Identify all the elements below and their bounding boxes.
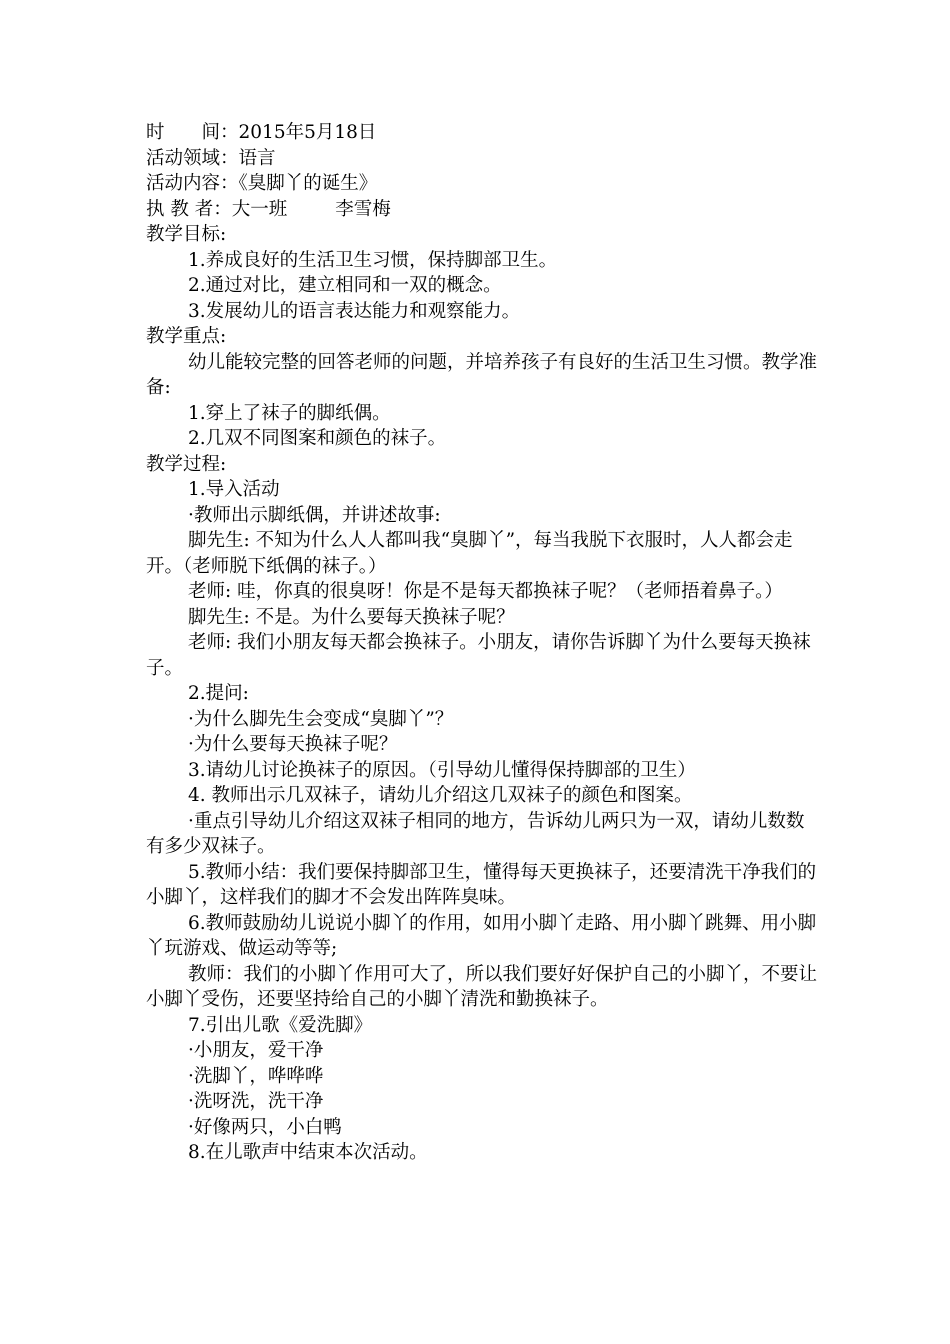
teacher-name: 李雪梅 xyxy=(335,198,391,220)
content-value: 《臭脚丫的诞生》 xyxy=(238,173,378,194)
domain-value: 语言 xyxy=(238,147,276,169)
process-step: 4. 教师出示几双袜子，请幼儿介绍这几双袜子的颜色和图案。 xyxy=(188,785,693,806)
content-label: 活动内容： xyxy=(146,173,239,194)
time-row xyxy=(146,120,818,146)
teacher-note: 教师：我们的小脚丫作用可大了，所以我们要好好保护自己的小脚丫，不要让小脚丫受伤，还要坚持给自己的小脚丫清洗和勤换袜子。 xyxy=(146,963,818,1010)
process-step: 8.在儿歌声中结束本次活动。 xyxy=(188,1142,428,1163)
domain-label: 活动领域： xyxy=(146,147,239,169)
content-row xyxy=(146,171,818,197)
process-step: 2.提问: xyxy=(188,683,249,704)
dialog-line: 脚先生: 不是。为什么要每天换袜子呢？ xyxy=(188,606,515,628)
dialog-line: 老师: 我们小朋友每天都会换袜子。小朋友，请你告诉脚丫为什么要每天换袜子。 xyxy=(146,632,811,679)
teacher-class: 大一班 xyxy=(231,198,288,220)
question-item: ·为什么要每天换袜子呢？ xyxy=(188,734,398,755)
teacher-label: 执 教 者： xyxy=(146,198,232,220)
song-line: ·好像两只，小白鸭 xyxy=(188,1116,342,1138)
domain-row xyxy=(146,146,818,172)
process-step: 5.教师小结：我们要保持脚部卫生，懂得每天更换袜子，还要清洗干净我们的小脚丫，这样我们的脚才不会发出阵阵臭味。 xyxy=(146,861,817,908)
teacher-row xyxy=(146,197,818,223)
song-line: ·洗呀洗，洗干净 xyxy=(188,1091,324,1112)
focus-heading: 教学重点: xyxy=(146,326,227,347)
process-step: 6.教师鼓励幼儿说说小脚丫的作用，如用小脚丫走路、用小脚丫跳舞、用小脚丫玩游戏、做运动等等; xyxy=(146,912,817,959)
time-label: 时 间： xyxy=(146,122,239,143)
goal-item: 2.通过对比，建立相同和一双的概念。 xyxy=(188,275,502,296)
goal-item: 1.养成良好的生活卫生习惯，保持脚部卫生。 xyxy=(188,249,558,271)
process-bullet: ·重点引导幼儿介绍这双袜子相同的地方，告诉幼儿两只为一双，请幼儿数数有多少双袜子。 xyxy=(146,810,805,857)
question-item: ·为什么脚先生会变成“臭脚丫”？ xyxy=(188,708,454,730)
process-heading: 教学过程: xyxy=(146,453,227,475)
process-step: 1.导入活动 xyxy=(188,479,280,500)
process-step: 7.引出儿歌《爱洗脚》 xyxy=(188,1014,373,1036)
time-value: 2015年5月18日 xyxy=(238,122,377,143)
prep-item: 2.几双不同图案和颜色的袜子。 xyxy=(188,428,447,449)
song-line: ·洗脚丫，哗哗哗 xyxy=(188,1065,324,1087)
dialog-line: 老师: 哇，你真的很臭呀！你是不是每天都换袜子呢？（老师捂着鼻子。） xyxy=(188,581,783,602)
focus-paragraph: 幼儿能较完整的回答老师的问题，并培养孩子有良好的生活卫生习惯。教学准备: xyxy=(146,351,818,398)
process-bullet: ·教师出示脚纸偶，并讲述故事: xyxy=(188,504,441,526)
goal-item: 3.发展幼儿的语言表达能力和观察能力。 xyxy=(188,300,521,322)
dialog-line: 脚先生: 不知为什么人人都叫我“臭脚丫”，每当我脱下衣服时，人人都会走开。（老师脱下纸偶的袜子。） xyxy=(146,530,793,577)
prep-item: 1.穿上了袜子的脚纸偶。 xyxy=(188,402,391,424)
goals-heading: 教学目标: xyxy=(146,224,227,245)
song-line: ·小朋友，爱干净 xyxy=(188,1040,324,1061)
process-step: 3.请幼儿讨论换袜子的原因。（引导幼儿懂得保持脚部的卫生） xyxy=(188,759,696,781)
lesson-plan-document xyxy=(146,120,818,1166)
